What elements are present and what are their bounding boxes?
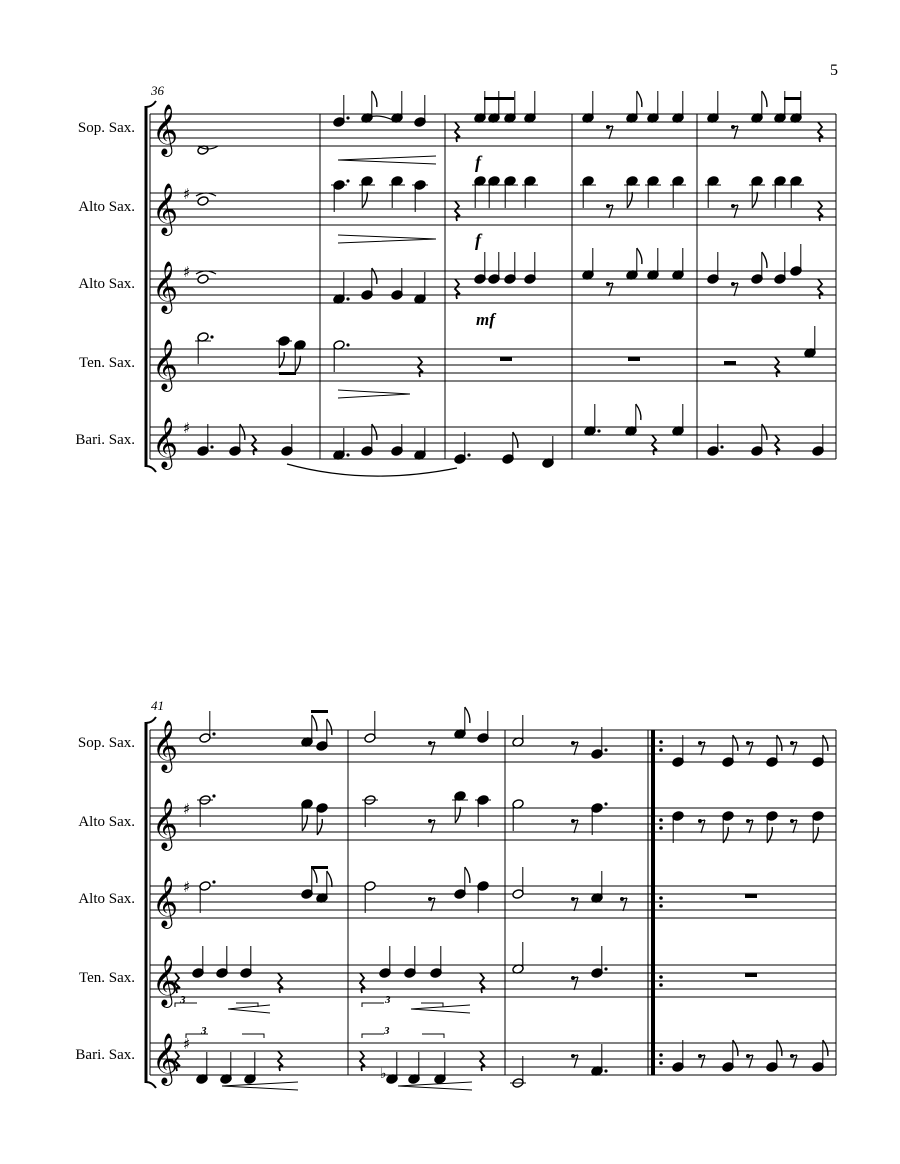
sys2-repeat-dot-lower-4 (659, 1061, 663, 1065)
label-alto-sax-1-system-1: Alto Sax. (78, 199, 135, 215)
sys2-ten-m43-b4-dot (604, 967, 607, 970)
sys2-sop-m41-a4-flag (312, 715, 317, 731)
sys2-alto2-m41-b4-flag (312, 867, 317, 883)
sys2-bari-m42-rest-1 (360, 1051, 365, 1071)
sys1-alto1-key-sharp: ♯ (183, 185, 191, 203)
sys2-alto2-m44-rest (745, 894, 757, 898)
label-sop-sax-system-2: Sop. Sax. (77, 735, 135, 751)
sys2-alto1-m41-e5-flag (302, 815, 307, 831)
sys2-bari-m41-rest-2 (278, 1051, 283, 1071)
sys2-sop-m44-e4d-flag (823, 735, 828, 751)
dynamic-mezzoforte-alto-2: mf (476, 310, 495, 329)
sys2-bari-m42-cresc (398, 1082, 472, 1090)
sys1-bari-treble-clef: 𝄞 (152, 417, 179, 468)
sys1-bari-m36-g4-dot (210, 445, 213, 448)
sys2-bari-m42-flat: ♭ (380, 1066, 387, 1082)
sys2-repeat-dot-lower-3 (659, 983, 663, 987)
page-number: 5 (830, 62, 838, 79)
sys1-ten-treble-clef: 𝄞 (152, 339, 179, 390)
sys1-alto1-m37-g5-flag (362, 192, 367, 208)
sys1-ten-m36-f5-flag (279, 352, 284, 368)
label-bari-sax-system-1: Bari. Sax. (75, 432, 135, 448)
sys1-alto2-m36-b4-notehead (197, 274, 209, 285)
label-ten-sax-system-2: Ten. Sax. (78, 970, 135, 986)
label-alto-sax-2-system-1: Alto Sax. (78, 276, 135, 292)
label-alto-sax-2-system-2: Alto Sax. (78, 891, 135, 907)
sys1-bari-m39-c5-dot (597, 429, 600, 432)
sys1-alto2-m39-n1-flag (637, 248, 642, 264)
sys1-bari-m39-c5b-flag (636, 404, 641, 420)
sys2-bari-treble-clef: 𝄞 (152, 1033, 179, 1084)
sys1-alto1-m37-f5-dot (346, 179, 349, 182)
sys1-bari-m38-e4b-flag (513, 432, 518, 448)
measure-number-36: 36 (151, 83, 164, 98)
tuplet-3-ten-m42: 3 (385, 994, 391, 1006)
sys1-alto2-m40-n1-flag (762, 252, 767, 268)
sys2-bari-key-sharp: ♯ (183, 1035, 191, 1053)
sys2-ten-treble-clef: 𝄞 (152, 955, 179, 1006)
sys2-bari-m44-g4d-flag (823, 1040, 828, 1056)
sys1-bari-m37-f4-dot (346, 453, 349, 456)
sys1-alto1-m37-hairpin (338, 235, 436, 243)
sys2-repeat-dot-upper-1 (659, 818, 663, 822)
sys1-alto2-m37-f4-dot (346, 297, 349, 300)
sys2-alto1-m41-f5-dot (212, 794, 215, 797)
sys1-bari-slur (287, 464, 457, 476)
sys1-bari-m40-rest (775, 435, 780, 455)
label-bari-sax-system-2: Bari. Sax. (75, 1047, 135, 1063)
sys2-alto2-m41-beam (311, 866, 328, 869)
dynamic-forte-sop: f (475, 152, 481, 172)
sys2-bari-m43-f4-dot (604, 1069, 607, 1072)
sys1-sop-m40-beam (784, 97, 801, 100)
sys1-alto2-m38-rest (455, 279, 460, 299)
label-sop-sax-system-1: Sop. Sax. (77, 120, 135, 136)
sys1-sop-m39-n1-flag (637, 91, 642, 107)
sys2-repeat-dot-upper-4 (659, 1053, 663, 1057)
sys2-ten-m44-rest (745, 973, 757, 977)
sys1-ten-m40-rest (775, 357, 780, 377)
sys1-ten-m38-rest (500, 357, 512, 361)
sys2-sop-m41-beam (311, 710, 328, 713)
sys2-alto2-key-sharp: ♯ (183, 878, 191, 896)
sys1-ten-m37-d5-dot (346, 343, 349, 346)
sys1-sop-m38-rest (455, 122, 460, 142)
sys2-alto2-m42-b4-flag (465, 867, 470, 883)
sys1-ten-m36-e5-flag (295, 356, 300, 372)
sys2-ten-m42-rest-1 (360, 973, 365, 993)
sys2-repeat-dot-lower-2 (659, 904, 663, 908)
sys1-ten-m40-half-rest (724, 361, 736, 365)
sys2-ten-m41-rest-2 (278, 973, 283, 993)
sys2-bari-m44-g4b-flag (733, 1040, 738, 1056)
sys2-ten-m42-cresc (411, 1005, 470, 1013)
sys1-alto2-key-sharp: ♯ (183, 263, 191, 281)
sys2-sop-m42-c5-flag (465, 707, 470, 723)
sys1-alto2-treble-clef: 𝄞 (152, 261, 179, 312)
sys1-sop-m40-rest (818, 122, 823, 142)
sys2-sop-m44-e4c-flag (777, 735, 782, 751)
sys1-alto1-m38-rest (455, 201, 460, 221)
measure-number-41: 41 (151, 698, 164, 713)
sys2-ten-m42-tuplet (362, 1003, 443, 1007)
sys1-alto1-m40-rest (818, 201, 823, 221)
sys1-ten-m39-rest (628, 357, 640, 361)
label-ten-sax-system-1: Ten. Sax. (78, 355, 135, 371)
sys2-alto2-m41-d5-dot (212, 880, 215, 883)
sys2-sop-treble-clef: 𝄞 (152, 720, 179, 771)
sys1-sop-m40-n1-flag (762, 91, 767, 107)
sys1-bari-m39-rest (652, 435, 657, 455)
dynamic-forte-alto-1: f (475, 230, 481, 250)
sys2-bari-m41-tuplet (186, 1034, 264, 1038)
sys1-alto2-m40-rest (818, 279, 823, 299)
sys1-ten-m37-rest (418, 357, 423, 377)
sys2-sop-m43-g4-dot (604, 748, 607, 751)
sys2-repeat-dot-upper-3 (659, 975, 663, 979)
sys2-repeat-dot-upper-0 (659, 740, 663, 744)
tuplet-3-bari-m41: 3 (201, 1025, 207, 1037)
sys1-bari-m36-rest (252, 435, 257, 455)
sys1-ten-m36-g5-dot (210, 335, 213, 338)
sys1-bari-m40-g4-dot (720, 445, 723, 448)
sys2-alto1-key-sharp: ♯ (183, 800, 191, 818)
sys1-sop-m37-cresc (338, 156, 436, 164)
sys2-bari-m44-g4c-flag (777, 1040, 782, 1056)
sys2-bari-m42-tuplet (362, 1034, 444, 1038)
sys1-bari-key-sharp: ♯ (183, 419, 191, 437)
sys2-alto1-m42-g5-flag (455, 807, 460, 823)
sys1-bari-m37-g4-flag (372, 424, 377, 440)
sys2-sop-m41-b4-dot (212, 732, 215, 735)
sys2-alto1-m44-b4d-flag (813, 827, 818, 843)
sys1-ten-m37-hairpin (338, 390, 410, 398)
sys2-repeat-dot-lower-1 (659, 826, 663, 830)
sys2-ten-m41-tuplet (175, 1003, 258, 1007)
sys1-alto1-treble-clef: 𝄞 (152, 183, 179, 234)
sys1-alto1-m36-b4-notehead (197, 196, 209, 207)
sys1-alto1-m39-n1-flag (627, 192, 632, 208)
sys1-sop-m38-beam (484, 97, 514, 100)
sys1-alto1-m40-n1-flag (752, 192, 757, 208)
sys2-repeat-dot-lower-0 (659, 748, 663, 752)
sys2-alto1-m44-b4b-flag (723, 827, 728, 843)
sys2-repeat-dot-upper-2 (659, 896, 663, 900)
sys1-bari-m36-g4b-flag (240, 424, 245, 440)
sys1-sop-m37-c5-flag (372, 91, 377, 107)
sys1-sop-treble-clef: 𝄞 (152, 104, 179, 155)
sys2-bari-m41-cresc (222, 1082, 298, 1090)
label-alto-sax-1-system-2: Alto Sax. (78, 814, 135, 830)
tuplet-3-bari-m42: 3 (384, 1025, 390, 1037)
tuplet-3-ten-m41: 3 (180, 994, 186, 1006)
sys2-sop-m44-e4b-flag (733, 735, 738, 751)
sys2-alto1-treble-clef: 𝄞 (152, 798, 179, 849)
sys2-alto2-m41-a4-flag (327, 871, 332, 887)
sys1-sop-m37-b4-dot (346, 116, 349, 119)
sys1-bari-m40-g4b-flag (762, 424, 767, 440)
sys2-sop-m41-g4-flag (327, 719, 332, 735)
sys2-alto1-m43-d5-dot (604, 802, 607, 805)
sys2-repeat-thick-line (651, 730, 655, 1075)
sys2-alto1-m44-b4c-flag (767, 827, 772, 843)
sys1-ten-m36-beam (279, 372, 296, 375)
sys1-bari-m38-e4-dot (467, 453, 470, 456)
sys2-alto2-treble-clef: 𝄞 (152, 876, 179, 927)
sys2-alto1-m41-d5-flag (317, 819, 322, 835)
sys2-ten-m42-rest-2 (480, 973, 485, 993)
sys2-ten-m41-cresc (228, 1005, 270, 1013)
sys2-bari-m42-rest-2 (480, 1051, 485, 1071)
sys1-alto2-m37-g4-flag (372, 268, 377, 284)
